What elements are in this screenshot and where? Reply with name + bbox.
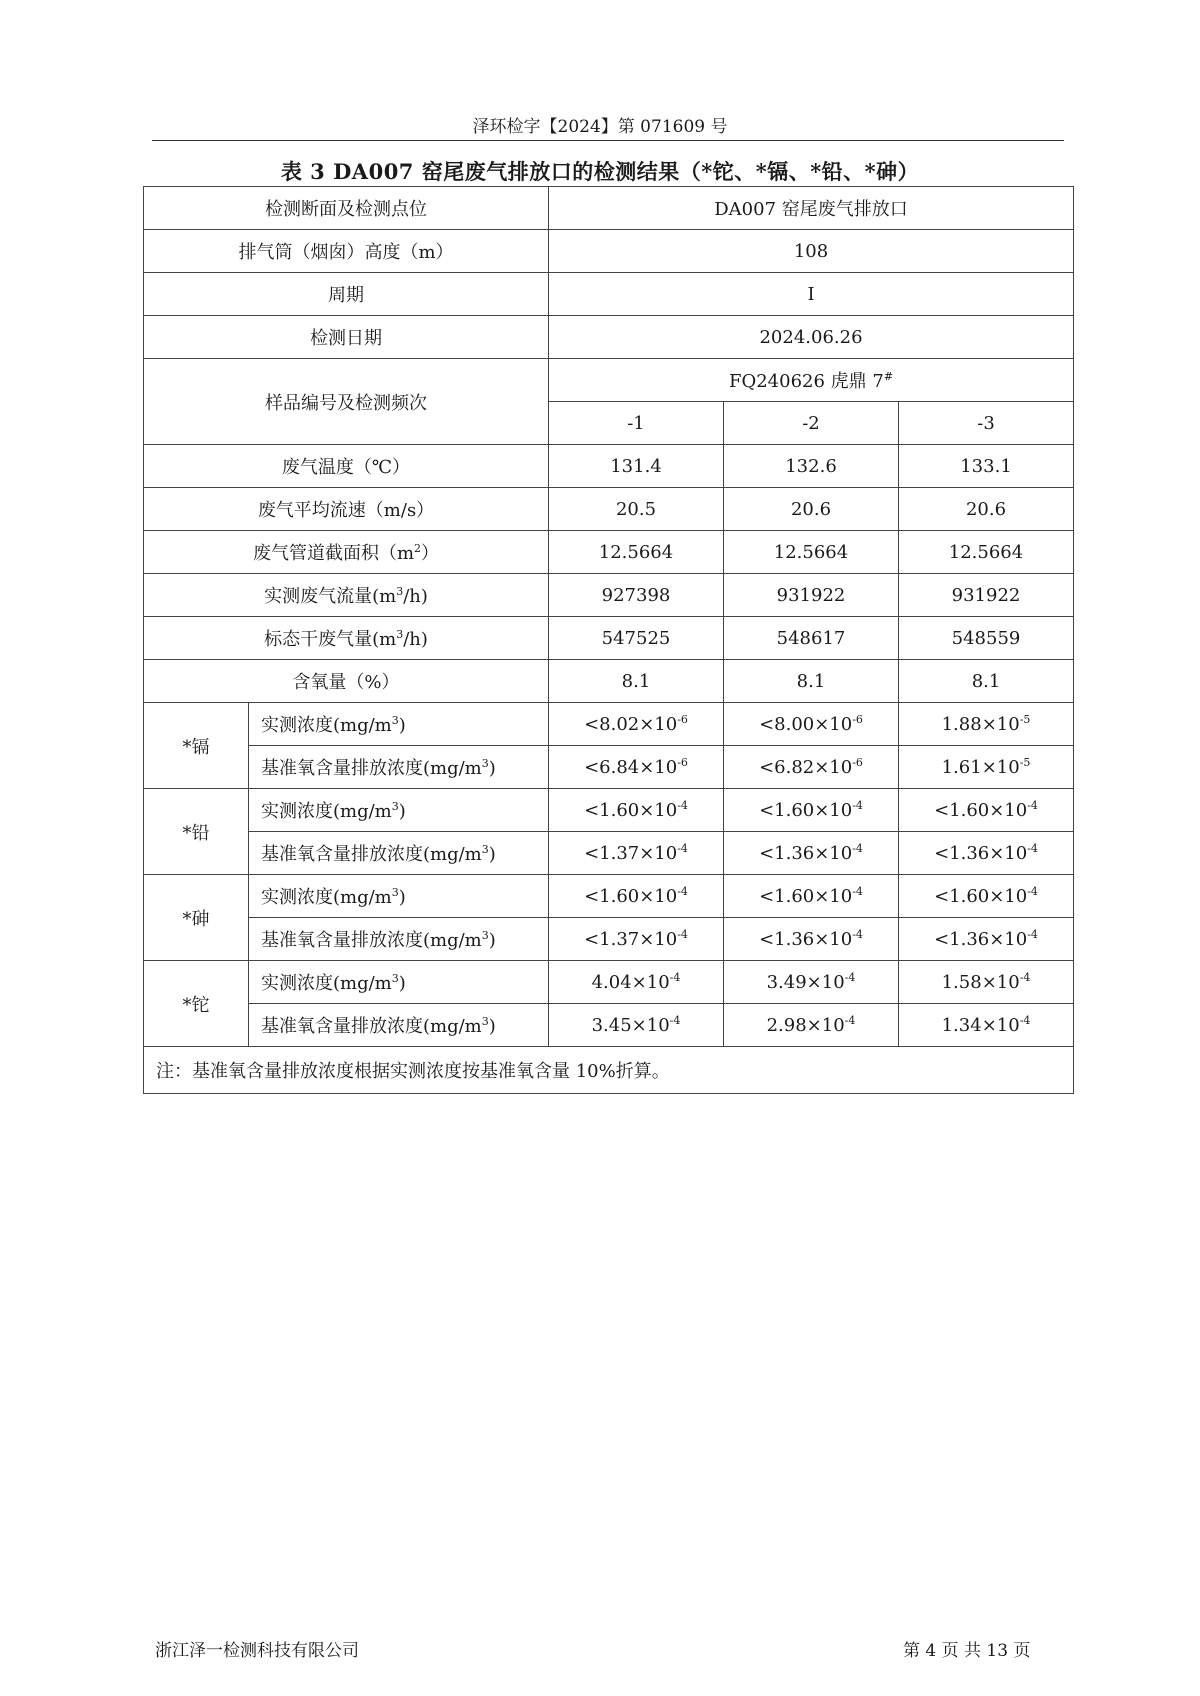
value-cell: $<1.36\times 10^{-4}$ — [899, 918, 1074, 961]
param-label: 废气平均流速（m/s） — [144, 488, 549, 531]
value-cell: 12.5664 — [899, 531, 1074, 574]
metal-row-label: 实测浓度$(mg/m^3)$ — [249, 875, 549, 918]
header-rule — [152, 140, 1064, 141]
document-number: 泽环检字【2024】第 071609 号 — [472, 117, 728, 137]
value-cell: $1.61\times 10^{-5}$ — [899, 746, 1074, 789]
value-cell: 131.4 — [549, 445, 724, 488]
value-cell: 20.5 — [549, 488, 724, 531]
value-cell: $<8.02\times 10^{-6}$ — [549, 703, 724, 746]
metal-name: *砷 — [144, 875, 249, 961]
value-cell: $<1.60\times 10^{-4}$ — [724, 875, 899, 918]
value-cell: 20.6 — [724, 488, 899, 531]
table-row — [144, 488, 1074, 531]
table-row — [144, 789, 1074, 832]
table-row — [144, 445, 1074, 488]
table-note: 注：基准氧含量排放浓度根据实测浓度按基准氧含量 10%折算。 — [144, 1047, 1074, 1094]
footer-company: 浙江泽一检测科技有限公司 — [155, 1641, 359, 1661]
table-row — [144, 832, 1074, 875]
value-cell: $<1.36\times 10^{-4}$ — [724, 832, 899, 875]
value-cell: $<6.84\times 10^{-6}$ — [549, 746, 724, 789]
value-cell: $1.34\times 10^{-4}$ — [899, 1004, 1074, 1047]
table-row — [144, 316, 1074, 359]
value-cell: $4.04\times 10^{-4}$ — [549, 961, 724, 1004]
value-cell: $<1.36\times 10^{-4}$ — [724, 918, 899, 961]
table-row — [144, 187, 1074, 230]
row-label: 检测断面及检测点位 — [144, 187, 549, 230]
table-row — [144, 660, 1074, 703]
table-row — [144, 1047, 1074, 1094]
param-label: 含氧量（%） — [144, 660, 549, 703]
freq-cell: -1 — [549, 402, 724, 445]
param-label: 废气管道截面积$(m^2)$ — [144, 531, 549, 574]
value-cell: 8.1 — [899, 660, 1074, 703]
table-row — [144, 1004, 1074, 1047]
value-cell: $<1.60\times 10^{-4}$ — [549, 875, 724, 918]
table-row — [144, 273, 1074, 316]
value-cell: $1.58\times 10^{-4}$ — [899, 961, 1074, 1004]
metal-row-label: 基准氧含量排放浓度$(mg/m^3)$ — [249, 832, 549, 875]
metal-name: *镉 — [144, 703, 249, 789]
row-value: I — [549, 273, 1074, 316]
table-row — [144, 703, 1074, 746]
value-cell: $<1.60\times 10^{-4}$ — [899, 789, 1074, 832]
metal-row-label: 基准氧含量排放浓度$(mg/m^3)$ — [249, 746, 549, 789]
param-label: 废气温度（℃） — [144, 445, 549, 488]
value-cell: 547525 — [549, 617, 724, 660]
metal-row-label: 基准氧含量排放浓度$(mg/m^3)$ — [249, 918, 549, 961]
metal-row-label: 实测浓度$(mg/m^3)$ — [249, 703, 549, 746]
value-cell: $<8.00\times 10^{-6}$ — [724, 703, 899, 746]
value-cell: $2.98\times 10^{-4}$ — [724, 1004, 899, 1047]
table-row — [144, 617, 1074, 660]
sample-code: FQ240626 虎鼎 7# — [549, 359, 1074, 402]
table-row — [144, 574, 1074, 617]
param-label: 标态干废气量$(m^3/h)$ — [144, 617, 549, 660]
value-cell: $3.49\times 10^{-4}$ — [724, 961, 899, 1004]
row-value: 108 — [549, 230, 1074, 273]
value-cell: 132.6 — [724, 445, 899, 488]
row-value: DA007 窑尾废气排放口 — [549, 187, 1074, 230]
row-value: 2024.06.26 — [549, 316, 1074, 359]
value-cell: 927398 — [549, 574, 724, 617]
sample-label: 样品编号及检测频次 — [144, 359, 549, 445]
value-cell: $<1.60\times 10^{-4}$ — [549, 789, 724, 832]
footer-page-number: 第 4 页 共 13 页 — [903, 1641, 1031, 1661]
value-cell: $3.45\times 10^{-4}$ — [549, 1004, 724, 1047]
table-row — [144, 918, 1074, 961]
freq-cell: -3 — [899, 402, 1074, 445]
value-cell: 12.5664 — [724, 531, 899, 574]
value-cell: $<1.36\times 10^{-4}$ — [899, 832, 1074, 875]
value-cell: 12.5664 — [549, 531, 724, 574]
param-label: 实测废气流量$(m^3/h)$ — [144, 574, 549, 617]
table-row — [144, 359, 1074, 402]
table-row — [144, 746, 1074, 789]
row-label: 检测日期 — [144, 316, 549, 359]
value-cell: 20.6 — [899, 488, 1074, 531]
value-cell: $<6.82\times 10^{-6}$ — [724, 746, 899, 789]
value-cell: $<1.37\times 10^{-4}$ — [549, 832, 724, 875]
table-row — [144, 230, 1074, 273]
value-cell: 548617 — [724, 617, 899, 660]
row-label: 排气筒（烟囱）高度（m） — [144, 230, 549, 273]
value-cell: 931922 — [899, 574, 1074, 617]
metal-name: *铊 — [144, 961, 249, 1047]
value-cell: 548559 — [899, 617, 1074, 660]
row-label: 周期 — [144, 273, 549, 316]
value-cell: $<1.60\times 10^{-4}$ — [724, 789, 899, 832]
table-row — [144, 961, 1074, 1004]
table-row — [144, 875, 1074, 918]
freq-cell: -2 — [724, 402, 899, 445]
value-cell: 133.1 — [899, 445, 1074, 488]
table-row — [144, 531, 1074, 574]
metal-row-label: 实测浓度$(mg/m^3)$ — [249, 961, 549, 1004]
metal-name: *铅 — [144, 789, 249, 875]
metal-row-label: 基准氧含量排放浓度$(mg/m^3)$ — [249, 1004, 549, 1047]
metal-row-label: 实测浓度$(mg/m^3)$ — [249, 789, 549, 832]
value-cell: $<1.37\times 10^{-4}$ — [549, 918, 724, 961]
table-caption: 表 3 DA007 窑尾废气排放口的检测结果（*铊、*镉、*铅、*砷） — [280, 159, 920, 184]
value-cell: $1.88\times 10^{-5}$ — [899, 703, 1074, 746]
results-table — [143, 186, 1074, 1094]
value-cell: $<1.60\times 10^{-4}$ — [899, 875, 1074, 918]
value-cell: 8.1 — [724, 660, 899, 703]
value-cell: 931922 — [724, 574, 899, 617]
value-cell: 8.1 — [549, 660, 724, 703]
